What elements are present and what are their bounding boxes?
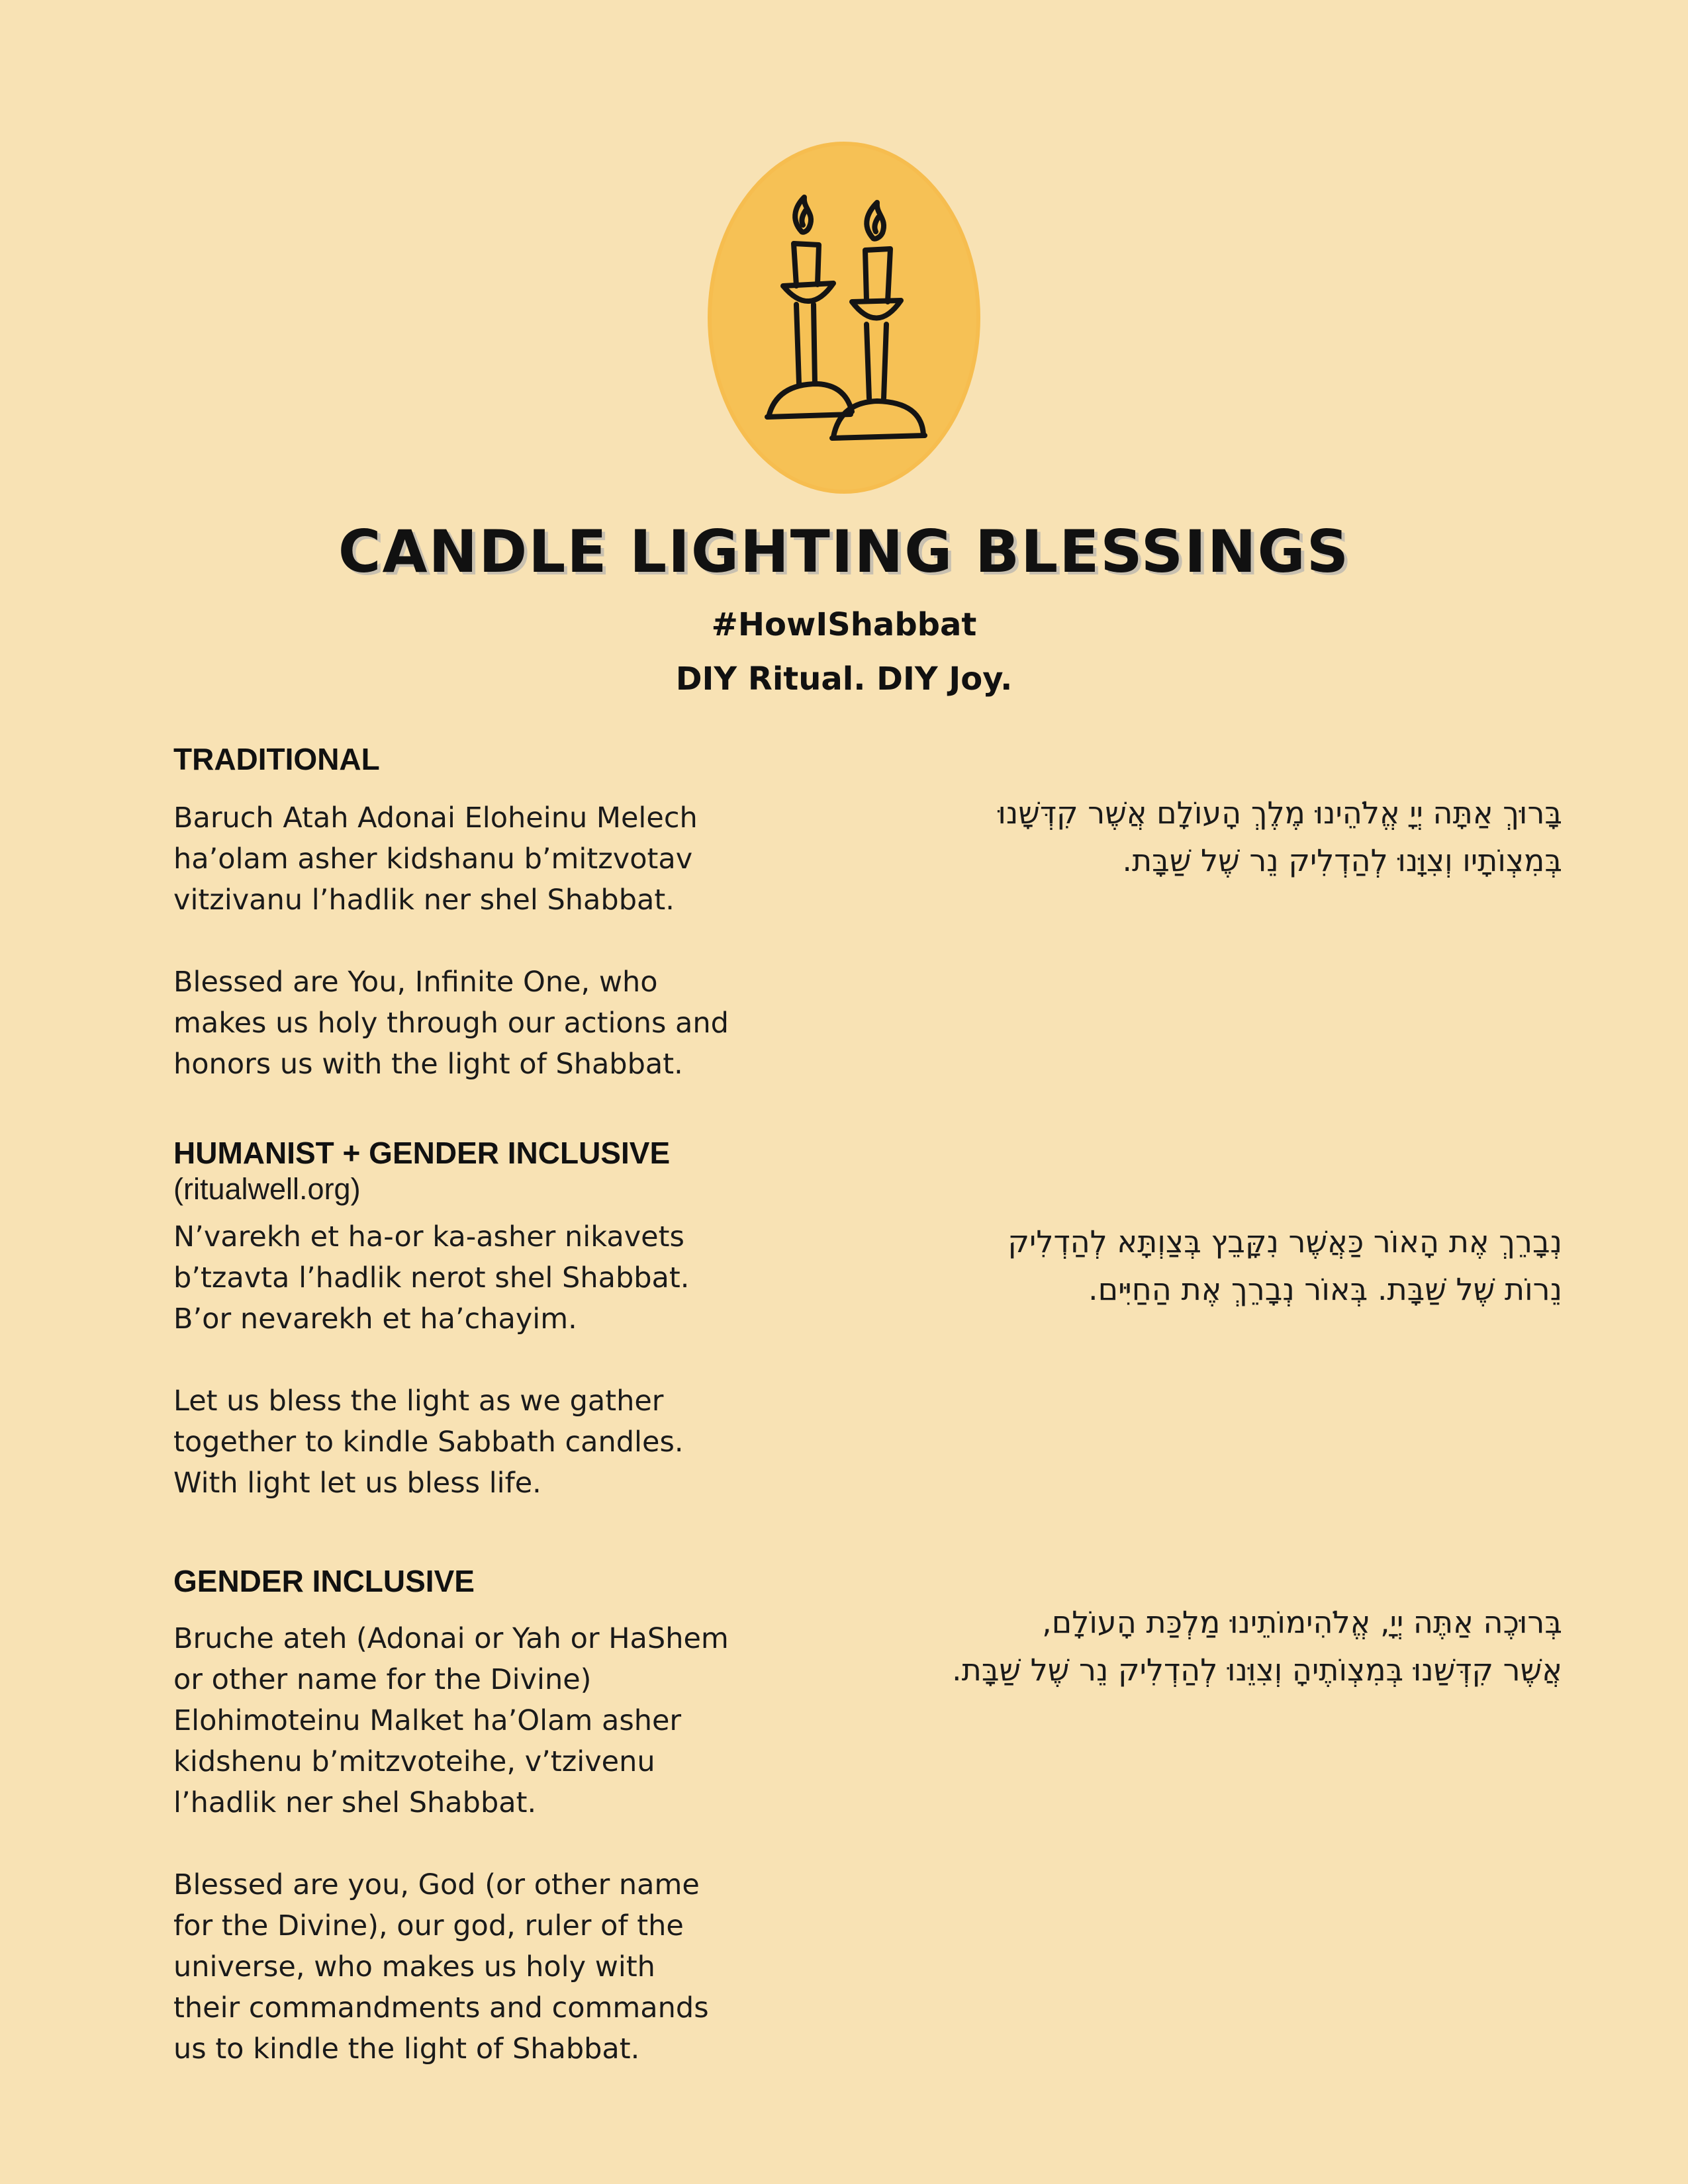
page-title: CANDLE LIGHTING BLESSINGS xyxy=(338,518,1350,586)
section-gender-inclusive xyxy=(173,1563,782,2070)
hebrew-blessing-gender-inclusive: בְּרוּכֶה אַתֶּה יְיָ, אֱלֹהִימוֹתֵינוּ מַלְכַּת הָעוֹלָם, אֲשֶׁר קִדְּשַׁנוּ בְּמִצְוֹתֶיהָ וְצִוֵּנוּ לְהַדְלִיק נֵר שֶׁל שַׁבָּת. xyxy=(951,1604,1562,1688)
transliteration: Baruch Atah Adonai Eloheinu Melech ha’olam asher kidshanu b’mitzvotav vitzivanu l’hadlik ner shel Shabbat. xyxy=(173,801,698,917)
transliteration: Bruche ateh (Adonai or Yah or HaShem or other name for the Divine) Elohimoteinu Malket ha’Olam asher kidshenu b’mitzvoteihe, v’tzivenu l’hadlik ner shel Shabbat. xyxy=(173,1622,729,1820)
tagline: DIY Ritual. DIY Joy. xyxy=(675,660,1013,698)
section-heading: TRADITIONAL xyxy=(173,742,380,776)
hebrew-blessing-traditional: בָּרוּךְ אַתָּה יְיָ אֱלֹהֵינוּ מֶלֶךְ הָעוֹלָם אֲשֶׁר קִדְּשָׁנוּ בְּמִצְוֹתָיו וְצִוָּנוּ לְהַדְלִיק נֵר שֶׁל שַׁבָּת. xyxy=(998,795,1562,878)
translation: Blessed are you, God (or other name for the Divine), our god, ruler of the universe, who makes us holy with their commandments and commands us to kindle the light of Shabbat. xyxy=(173,1868,709,2066)
section-heading: GENDER INCLUSIVE xyxy=(173,1564,475,1598)
translation: Let us bless the light as we gather together to kindle Sabbath candles. With light let us bless life. xyxy=(173,1385,684,1500)
hashtag: #HowIShabbat xyxy=(711,606,977,643)
section-humanist xyxy=(173,1135,782,1504)
section-traditional xyxy=(173,741,782,1085)
section-heading: HUMANIST + GENDER INCLUSIVE xyxy=(173,1136,671,1170)
transliteration: N’varekh et ha-or ka-asher nikavets b’tzavta l’hadlik nerot shel Shabbat. B’or nevarekh et ha’chayim. xyxy=(173,1220,690,1336)
two-candles-icon xyxy=(704,139,985,496)
hebrew-blessing-humanist: נְבָרֵךְ אֶת הָאוֹר כַּאֲשֶׁר נִקָּבֵץ בְּצַוְתָּא לְהַדְלִיק נֵרוֹת שֶׁל שַׁבָּת. בְּאוֹר נְבָרֵךְ אֶת הַחַיִּים. xyxy=(1008,1224,1562,1307)
candles-logo xyxy=(704,139,985,496)
section-source: (ritualwell.org) xyxy=(173,1172,361,1206)
translation: Blessed are You, Infinite One, who makes us holy through our actions and honors us with the light of Shabbat. xyxy=(173,966,729,1081)
